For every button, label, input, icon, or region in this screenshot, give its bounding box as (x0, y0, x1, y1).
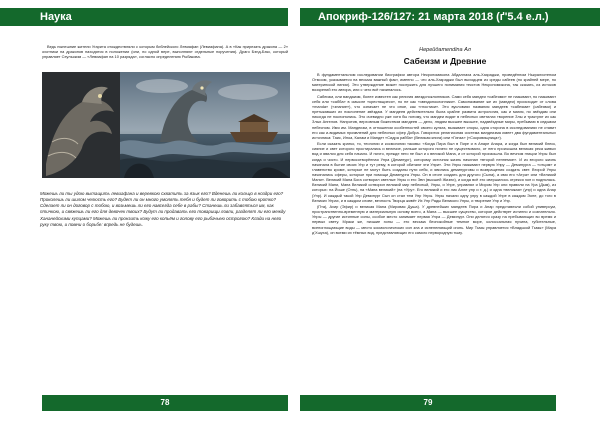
right-page (300, 0, 600, 424)
article-author: Нерейдаmendina Ал (419, 47, 471, 53)
page-footer-right (300, 395, 556, 411)
intro-paragraph: Ведь нынешние жители Угарита отождествляли с которым библейского Левиафан (Левиафана). А в «Как прирезать дракона — 2» охотники на драконов находятся в положении (или, по одной вере, выполняют отдельные поручения). Драго Бэнд-Бэкс, который управляет Сеульским — «Левиафан на 10 разряда», согласно определению Рыбакова. (42, 44, 288, 60)
article-paragraph: Сабеизм, или вандаизм, более известен как религия звездопоклонников. Сами себя мандеи «сабеями» не называют, но называют себя или «сабба» в смысле «крестящиеся», но не как «звездопоклонники». Самоназвание же их (мандеи) происходит от слова «manda» («знание»), что означает не что иное, как «гностики». Это вусловиях названия мандеев «сабеями» (сабеями) и претыкавших их поклонение звёздам. У мандеев действительно была крайне развита астрология, как и магия, но звёздам они никогда не поклонялись. Это очевидно уже хотя бы потому, что мандеи видят в небесных светилах творение Злы и трактуют их как Злых Ангелов. Напротив, верховным божеством мандеев — дело, людям высшее высшее, надзвёздные миры, пребываю в седьмом небесном. Имя им. Мандеизм, в отношении особенностей своего культа, вызывает споры, одна сторона в исследованиях не ставит его как и-видимых проявлений для небесных сфер Добра. Говорится религиозная система мандеизма имеет два фундаментальных источника: Таис, Иноа, Калам и Мандет «Сидра рабба» (Великая книга) или «Гинза» («Сокровищница»). (312, 93, 556, 140)
article-paragraph: (Пта), Ахир (Эфир) и великая Мана (Мировая Душа). У древнейших мандеев Пира и Анар представляли собой универсум, пространственно-временную и материальную основу всего, а Мана — высшее существо, которое действует истинно и сознательно. Упры — другие истинные силы, особое место занимает первая Упра — Деминург. Они делятся сразу на пребывающих во время и первых свету. Мраки же, низшие эоны — это весьма беспокойные темное море, колоссальная пучина, губительные, всепоглощающие воды — место космологических сил зла и испепеляющий огонь. Мир Тьмы управляется «Владыкой Тьмы» (Мара д'Хшуха), он всеми их тёмных вод, представляющих его самого первородную тьму. (312, 203, 556, 235)
page-number-right: 79 (423, 398, 433, 407)
article-title: Сабеизм и Древние (403, 56, 487, 66)
page-footer-left (42, 395, 288, 411)
section-title: Наука (40, 11, 72, 23)
illustration-caption: Можешь ли ты удою вытащить левиафана и веревкою схватить за язык его? Вденешь ли кольцо в ноздри его? Проколешь ли шилом челюсть его? Будет ли он много умолять тебя и будет ли говорить с тобою кротко? Сделает ли он договор с тобою, и возьмешь ли его навсегда себе в рабы? Станешь ли забавляться им, как птичкою, и свяжешь ли его для девочек твоих? Будут ли продавать его товарищи ловли, разделят ли его между Хананейскими купцами? Можешь ли пронзить кожу его копьём и голову его рыбачьею острогою? Клади на него руку твою, и помни о борьбе: впредь не будешь. (40, 190, 286, 227)
running-header (300, 8, 600, 26)
article-paragraph: Если сказать кратко, то, теогонии и космогонии таковы: «Когда Пира был в Пире и в Анаре Анара, и когда был великий блеск, сияние и свет которого простирались и величие, раньше которого ничего не существовало, от него произошла великая река живых вод и явился для себя начало. И ничто, прежде него не был и к великой Мана, и от которой произошла. Во вечном гниции Упры был когда и чисто. И первосотворённая Упра (Деминург), которому источник жизнь начинал «второй неннемое». И из второго жизнь начинала в бытие своих Упр и тут рему, в которой обитают эти Упри». Эти Упры называют первую Упру — Деминурга — «отцом» и главенство кроме, которые не могут быть созданы пути себя, и явились деминурговы и возвращения создать свет. Второй Упры начинались сферы, которые при помощи Деминурга Упры. Он в итоге создать для другого (Сына), а имя его «Атра» или «Великий Мани». Великий Мана Бога сотворил светлые Упры и его Эвн (высшей Жизни), и когда всё это свершилось отрекся эон и поднялась. Великий Мани, Мана Великий сотворил великий мир небесный, Упры, и Упре, управлял и Миром Упр они правили на Ура (Дым), из которых: на Йоше (Огнь), на «Мана великий» (на «Уру». Его великий и его лик Алле упр и т. д.) и одна «великая» (упр) и одна Анар (Упр). И каждый такой Упр Деминург Сын он стал тем Упр Упры. Упры начали одну упру в каждой Упре в каждом Эоне, до того в Великих Упрах, и в каждом слове, вечность Творца живёт Их Упр Рады Великого Упры, и творение Упр и Упр. (312, 141, 556, 203)
article-paragraph: В фундаментальном исследовании биографии автора Некрономикона Абдаллаха аль-Хазраджи, проведённом Нькралхотепом Отмоом, указывается на весьма важный факт, именно — что аль-Хазраджи был выходцем из среды сабеев (по крайней мере, по материнской линии). Это утверждение может послужить для лучшего понимания текстов Некрономикона, так сказать, из истоков воззрений его автора, или с чего всё начиналось. (312, 72, 556, 93)
section-header (0, 8, 288, 26)
leviathan-illustration-svg (42, 72, 290, 178)
article-body (312, 72, 556, 236)
page-number-left: 78 (160, 398, 170, 407)
running-title: Апокриф-126/127: 21 марта 2018 (ґ'5.4 е.л.) (318, 11, 549, 23)
leviathan-illustration (42, 72, 290, 178)
